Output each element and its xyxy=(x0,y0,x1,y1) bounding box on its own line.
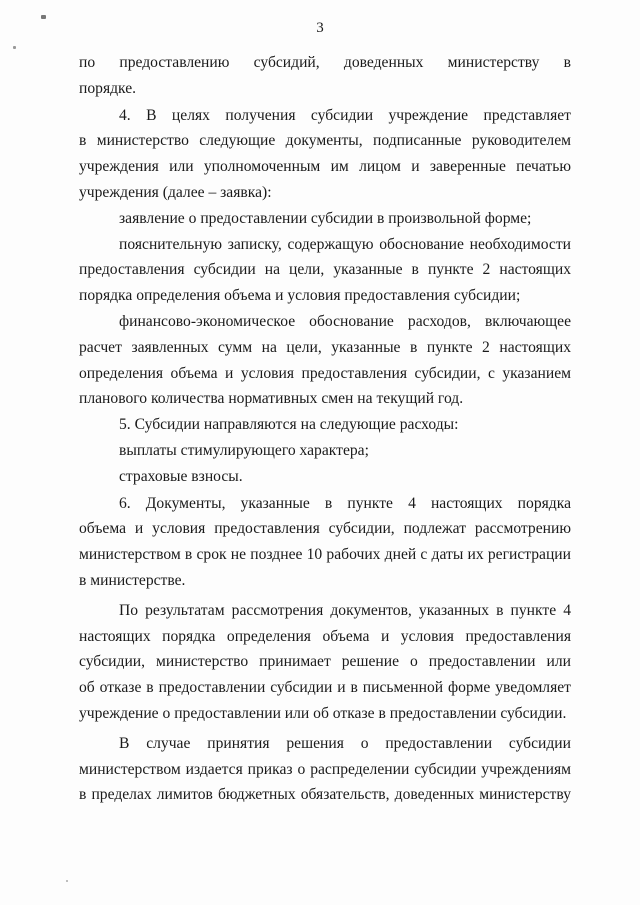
text-line: порядке. xyxy=(79,79,137,97)
text-line: настоящих порядка определения объема и условия предоставления xyxy=(79,627,571,645)
text-line: По результатам рассмотрения документов, указанных в пункте 4 xyxy=(119,601,571,619)
text-line: объема и условия предоставления субсидии, подлежат рассмотрению xyxy=(79,520,571,538)
text-line: страховые взносы. xyxy=(119,467,243,485)
text-line: в министерстве. xyxy=(79,571,186,589)
scan-mark xyxy=(13,46,16,49)
text-line: министерством издается приказ о распределении субсидии учреждениям xyxy=(79,760,571,778)
text-line: 6. Документы, указанные в пункте 4 настоящих порядка xyxy=(119,494,571,512)
text-line: об отказе в предоставлении субсидии и в письменной форме уведомляет xyxy=(79,679,571,697)
scan-mark xyxy=(66,880,68,882)
text-line: предоставления субсидии на цели, указанные в пункте 2 настоящих xyxy=(79,261,571,279)
text-line: планового количества нормативных смен на текущий год. xyxy=(79,390,464,408)
text-line: в министерство следующие документы, подписанные руководителем xyxy=(79,132,571,150)
text-line: В случае принятия решения о предоставлении субсидии xyxy=(119,734,571,752)
text-line: 5. Субсидии направляются на следующие расходы: xyxy=(119,416,459,434)
text-line: выплаты стимулирующего характера; xyxy=(119,441,369,459)
text-line: министерством в срок не позднее 10 рабочих дней с даты их регистрации xyxy=(79,546,571,564)
text-line: по предоставлению субсидий, доведенных министерству в xyxy=(79,54,571,71)
document-body xyxy=(79,50,571,808)
text-line: учреждения или уполномоченным им лицом и заверенные печатью xyxy=(79,158,571,176)
text-line: учреждение о предоставлении или об отказе в предоставлении субсидии. xyxy=(79,704,567,722)
text-line: пояснительную записку, содержащую обоснование необходимости xyxy=(119,235,571,253)
text-line: учреждения (далее – заявка): xyxy=(79,183,272,201)
text-line: финансово-экономическое обоснование расходов, включающее xyxy=(119,312,571,330)
text-line: заявление о предоставлении субсидии в произвольной форме; xyxy=(119,209,532,227)
page-number: 3 xyxy=(316,20,324,36)
text-line: субсидии, министерство принимает решение о предоставлении или xyxy=(79,653,571,671)
text-line: в пределах лимитов бюджетных обязательств, доведенных министерству xyxy=(79,786,571,804)
text-line: 4. В целях получения субсидии учреждение представляет xyxy=(119,106,571,124)
text-line: расчет заявленных сумм на цели, указанные в пункте 2 настоящих xyxy=(79,338,571,356)
scan-mark xyxy=(41,15,46,19)
text-line: порядка определения объема и условия предоставления субсидии; xyxy=(79,287,521,305)
text-line: определения объема и условия предоставления субсидии, с указанием xyxy=(79,364,571,382)
